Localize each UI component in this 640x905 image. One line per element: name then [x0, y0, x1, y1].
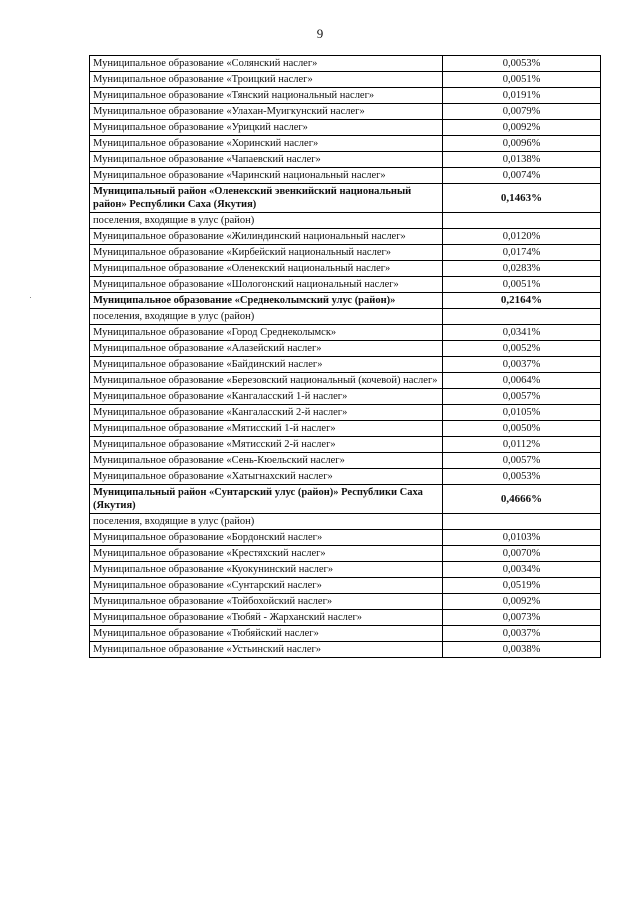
share-value-cell: 0,0112% [443, 437, 601, 453]
share-value-cell: 0,0050% [443, 421, 601, 437]
table-row [90, 562, 601, 578]
share-value-cell: 0,0191% [443, 88, 601, 104]
table-row [90, 152, 601, 168]
share-value-cell: 0,0051% [443, 277, 601, 293]
municipality-name-cell: Муниципальное образование «Жилиндинский национальный наслег» [90, 229, 443, 245]
share-value-cell: 0,0052% [443, 341, 601, 357]
share-value-cell: 0,0037% [443, 626, 601, 642]
allocation-table [89, 55, 601, 658]
table-row [90, 88, 601, 104]
table-row [90, 104, 601, 120]
table-row [90, 277, 601, 293]
share-value-cell: 0,2164% [443, 293, 601, 309]
municipality-name-cell: Муниципальный район «Сунтарский улус (район)» Республики Саха (Якутия) [90, 485, 443, 514]
municipality-name-cell: Муниципальное образование «Хоринский наслег» [90, 136, 443, 152]
table-row [90, 530, 601, 546]
table-row [90, 325, 601, 341]
table-row [90, 56, 601, 72]
table-row [90, 389, 601, 405]
municipality-name-cell: Муниципальное образование «Куокунинский наслег» [90, 562, 443, 578]
table-row [90, 626, 601, 642]
table-row [90, 594, 601, 610]
table-row [90, 453, 601, 469]
share-value-cell: 0,0096% [443, 136, 601, 152]
share-value-cell: 0,4666% [443, 485, 601, 514]
municipality-name-cell: Муниципальное образование «Устьинский наслег» [90, 642, 443, 658]
table-row [90, 120, 601, 136]
table-row [90, 610, 601, 626]
share-value-cell [443, 309, 601, 325]
scan-speck [30, 297, 31, 298]
municipality-name-cell: Муниципальное образование «Хатыгнахский наслег» [90, 469, 443, 485]
share-value-cell: 0,0519% [443, 578, 601, 594]
share-value-cell: 0,0120% [443, 229, 601, 245]
share-value-cell: 0,0037% [443, 357, 601, 373]
municipality-name-cell: Муниципальное образование «Бордонский наслег» [90, 530, 443, 546]
share-value-cell: 0,0053% [443, 56, 601, 72]
share-value-cell: 0,1463% [443, 184, 601, 213]
table-row [90, 437, 601, 453]
share-value-cell [443, 514, 601, 530]
table-body [90, 56, 601, 658]
municipality-name-cell: Муниципальное образование «Тюбяйский наслег» [90, 626, 443, 642]
table-row [90, 136, 601, 152]
table-row [90, 373, 601, 389]
table-row [90, 168, 601, 184]
municipality-name-cell: Муниципальное образование «Байдинский наслег» [90, 357, 443, 373]
share-value-cell: 0,0092% [443, 594, 601, 610]
municipality-name-cell: Муниципальное образование «Солянский наслег» [90, 56, 443, 72]
table-row [90, 72, 601, 88]
municipality-name-cell: Муниципальное образование «Кангаласский 1-й наслег» [90, 389, 443, 405]
table-row [90, 213, 601, 229]
table-row-district [90, 293, 601, 309]
table-row [90, 421, 601, 437]
table-row-district [90, 485, 601, 514]
municipality-name-cell: Муниципальное образование «Мятисский 2-й наслег» [90, 437, 443, 453]
municipality-name-cell: Муниципальное образование «Урицкий наслег» [90, 120, 443, 136]
share-value-cell: 0,0053% [443, 469, 601, 485]
municipality-name-cell: Муниципальное образование «Алазейский наслег» [90, 341, 443, 357]
share-value-cell: 0,0057% [443, 453, 601, 469]
municipality-name-cell: Муниципальное образование «Среднеколымский улус (район)» [90, 293, 443, 309]
share-value-cell: 0,0051% [443, 72, 601, 88]
share-value-cell: 0,0092% [443, 120, 601, 136]
page-number: 9 [316, 26, 324, 41]
share-value-cell: 0,0057% [443, 389, 601, 405]
municipality-name-cell: Муниципальное образование «Сень-Кюельский наслег» [90, 453, 443, 469]
municipality-name-cell: Муниципальное образование «Троицкий наслег» [90, 72, 443, 88]
municipality-name-cell: Муниципальный район «Оленекский эвенкийский национальный район» Республики Саха (Якутия) [90, 184, 443, 213]
table-row [90, 261, 601, 277]
share-value-cell: 0,0079% [443, 104, 601, 120]
municipality-name-cell: Муниципальное образование «Город Среднеколымск» [90, 325, 443, 341]
table-row [90, 229, 601, 245]
municipality-name-cell: Муниципальное образование «Сунтарский наслег» [90, 578, 443, 594]
table-row [90, 469, 601, 485]
municipality-name-cell: Муниципальное образование «Кирбейский национальный наслег» [90, 245, 443, 261]
share-value-cell: 0,0341% [443, 325, 601, 341]
municipality-name-cell: Муниципальное образование «Березовский национальный (кочевой) наслег» [90, 373, 443, 389]
municipality-name-cell: Муниципальное образование «Тюбяй - Жарханский наслег» [90, 610, 443, 626]
municipality-name-cell: Муниципальное образование «Оленекский национальный наслег» [90, 261, 443, 277]
table-row [90, 245, 601, 261]
share-value-cell: 0,0105% [443, 405, 601, 421]
table-row [90, 309, 601, 325]
municipality-name-cell: поселения, входящие в улус (район) [90, 309, 443, 325]
table-row [90, 546, 601, 562]
share-value-cell: 0,0283% [443, 261, 601, 277]
municipality-name-cell: поселения, входящие в улус (район) [90, 514, 443, 530]
share-value-cell: 0,0070% [443, 546, 601, 562]
share-value-cell: 0,0138% [443, 152, 601, 168]
table-row [90, 357, 601, 373]
share-value-cell [443, 213, 601, 229]
table-row-district [90, 184, 601, 213]
share-value-cell: 0,0073% [443, 610, 601, 626]
municipality-name-cell: Муниципальное образование «Чапаевский наслег» [90, 152, 443, 168]
municipality-name-cell: Муниципальное образование «Мятисский 1-й наслег» [90, 421, 443, 437]
municipality-name-cell: Муниципальное образование «Кангаласский 2-й наслег» [90, 405, 443, 421]
table-row [90, 642, 601, 658]
share-value-cell: 0,0074% [443, 168, 601, 184]
share-value-cell: 0,0174% [443, 245, 601, 261]
share-value-cell: 0,0034% [443, 562, 601, 578]
municipality-name-cell: Муниципальное образование «Чаринский национальный наслег» [90, 168, 443, 184]
table-row [90, 341, 601, 357]
table-row [90, 578, 601, 594]
share-value-cell: 0,0064% [443, 373, 601, 389]
municipality-name-cell: Муниципальное образование «Шологонский национальный наслег» [90, 277, 443, 293]
municipality-name-cell: поселения, входящие в улус (район) [90, 213, 443, 229]
municipality-name-cell: Муниципальное образование «Улахан-Муигкунский наслег» [90, 104, 443, 120]
table-row [90, 405, 601, 421]
municipality-name-cell: Муниципальное образование «Крестяхский наслег» [90, 546, 443, 562]
municipality-name-cell: Муниципальное образование «Тойбохойский наслег» [90, 594, 443, 610]
share-value-cell: 0,0038% [443, 642, 601, 658]
table-row [90, 514, 601, 530]
share-value-cell: 0,0103% [443, 530, 601, 546]
municipality-name-cell: Муниципальное образование «Тянский национальный наслег» [90, 88, 443, 104]
